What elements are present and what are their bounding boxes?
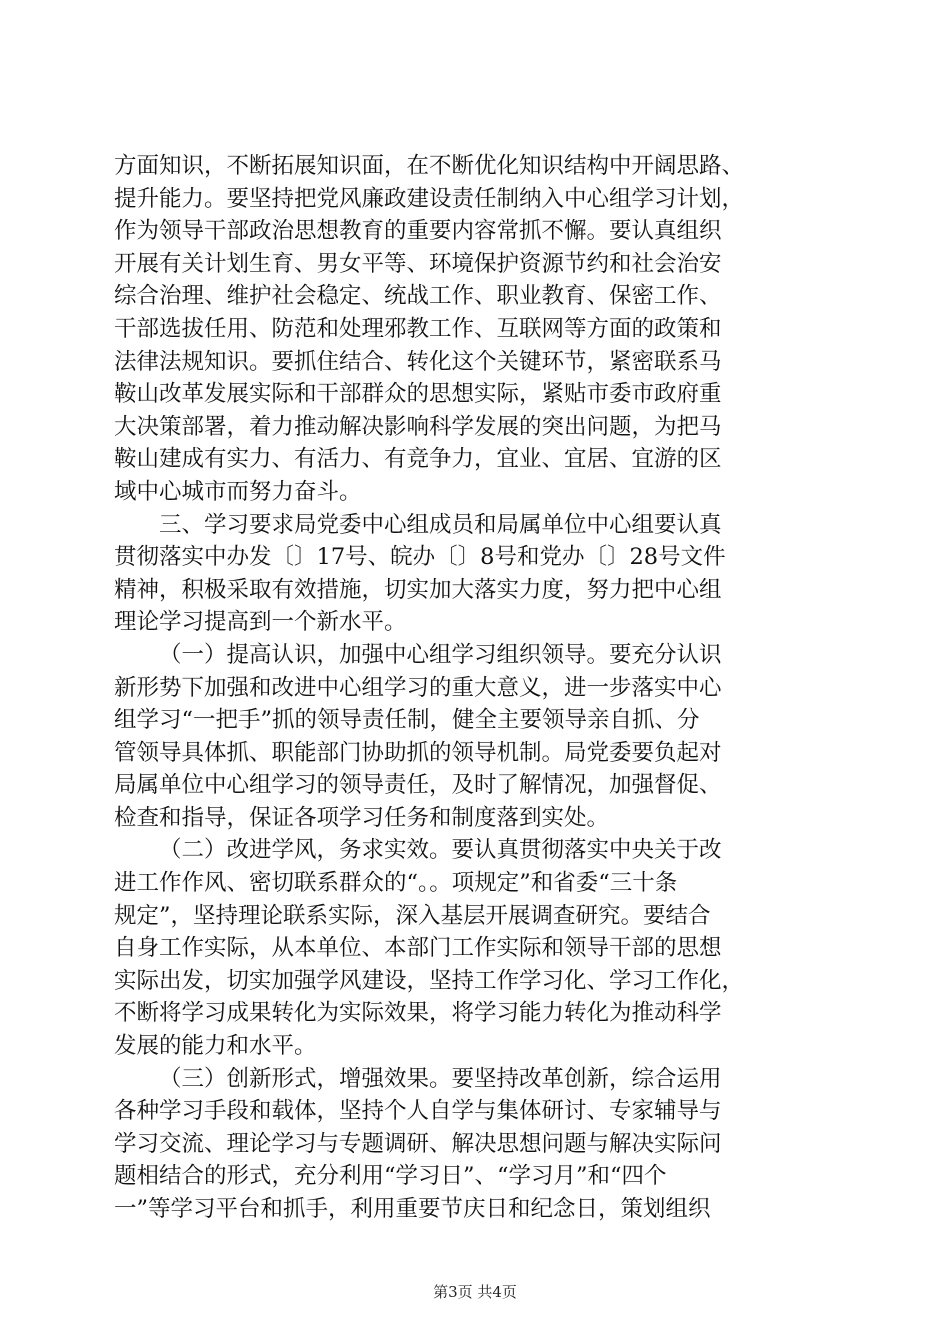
text-line: 各种学习手段和载体，坚持个人自学与集体研讨、专家辅导与 [114, 1098, 722, 1125]
text-line: 法律法规知识。要抓住结合、转化这个关键环节，紧密联系马 [114, 348, 722, 375]
text-line: （二）改进学风，务求实效。要认真贯彻落实中央关于改 [159, 837, 722, 864]
text-line: 不断将学习成果转化为实际效果，将学习能力转化为推动科学 [114, 1000, 722, 1027]
text-line: 三、学习要求局党委中心组成员和局属单位中心组要认真 [159, 511, 722, 538]
text-line: 贯彻落实中办发〔〕17号、皖办〔〕8号和党办〔〕28号文件 [114, 544, 726, 571]
text-line: （三）创新形式，增强效果。要坚持改革创新，综合运用 [159, 1065, 722, 1092]
text-line: 开展有关计划生育、男女平等、环境保护资源节约和社会治安 [114, 250, 722, 277]
text-line: 理论学习提高到一个新水平。 [114, 609, 407, 636]
text-line: 综合治理、维护社会稳定、统战工作、职业教育、保密工作、 [114, 283, 722, 310]
page-footer: 第3页 共4页 [433, 1283, 517, 1301]
text-line: 一”等学习平台和抓手，利用重要节庆日和纪念日，策划组织 [114, 1196, 711, 1222]
text-line: 管领导具体抓、职能部门协助抓的领导机制。局党委要负起对 [114, 739, 722, 766]
text-line: 进工作作风、密切联系群众的“。。项规定”和省委“三十条 [114, 870, 678, 897]
text-line: 干部选拔任用、防范和处理邪教工作、互联网等方面的政策和 [114, 315, 722, 342]
text-line: 新形势下加强和改进中心组学习的重大意义，进一步落实中心 [114, 674, 722, 701]
document-body [114, 150, 838, 1226]
text-line: 大决策部署，着力推动解决影响科学发展的突出问题，为把马 [114, 413, 722, 440]
text-line: 作为领导干部政治思想教育的重要内容常抓不懈。要认真组织 [114, 218, 722, 245]
text-line: 自身工作实际，从本单位、本部门工作实际和领导干部的思想 [114, 935, 722, 962]
text-line: 组学习“一把手”抓的领导责任制，健全主要领导亲自抓、分 [114, 707, 700, 734]
text-line: （一）提高认识，加强中心组学习组织领导。要充分认识 [159, 641, 722, 668]
text-line: 域中心城市而努力奋斗。 [114, 478, 362, 505]
text-line: 实际出发，切实加强学风建设，坚持工作学习化、学习工作化， [114, 967, 745, 994]
text-line: 学习交流、理论学习与专题调研、解决思想问题与解决实际问 [114, 1130, 722, 1157]
text-line: 鞍山改革发展实际和干部群众的思想实际，紧贴市委市政府重 [114, 381, 722, 408]
text-line: 检查和指导，保证各项学习任务和制度落到实处。 [114, 804, 610, 831]
text-line: 题相结合的形式，充分利用“学习日”、“学习月”和“四个 [114, 1163, 667, 1190]
text-line: 精神，积极采取有效措施，切实加大落实力度，努力把中心组 [114, 576, 722, 603]
text-line: 鞍山建成有实力、有活力、有竞争力，宜业、宜居、宜游的区 [114, 446, 722, 473]
text-line: 方面知识，不断拓展知识面，在不断优化知识结构中开阔思路、 [114, 153, 745, 179]
text-line: 发展的能力和水平。 [114, 1033, 317, 1060]
text-line: 规定”，坚持理论联系实际，深入基层开展调查研究。要结合 [114, 902, 711, 929]
text-line: 提升能力。要坚持把党风廉政建设责任制纳入中心组学习计划， [114, 185, 745, 212]
text-line: 局属单位中心组学习的领导责任，及时了解情况，加强督促、 [114, 772, 722, 799]
